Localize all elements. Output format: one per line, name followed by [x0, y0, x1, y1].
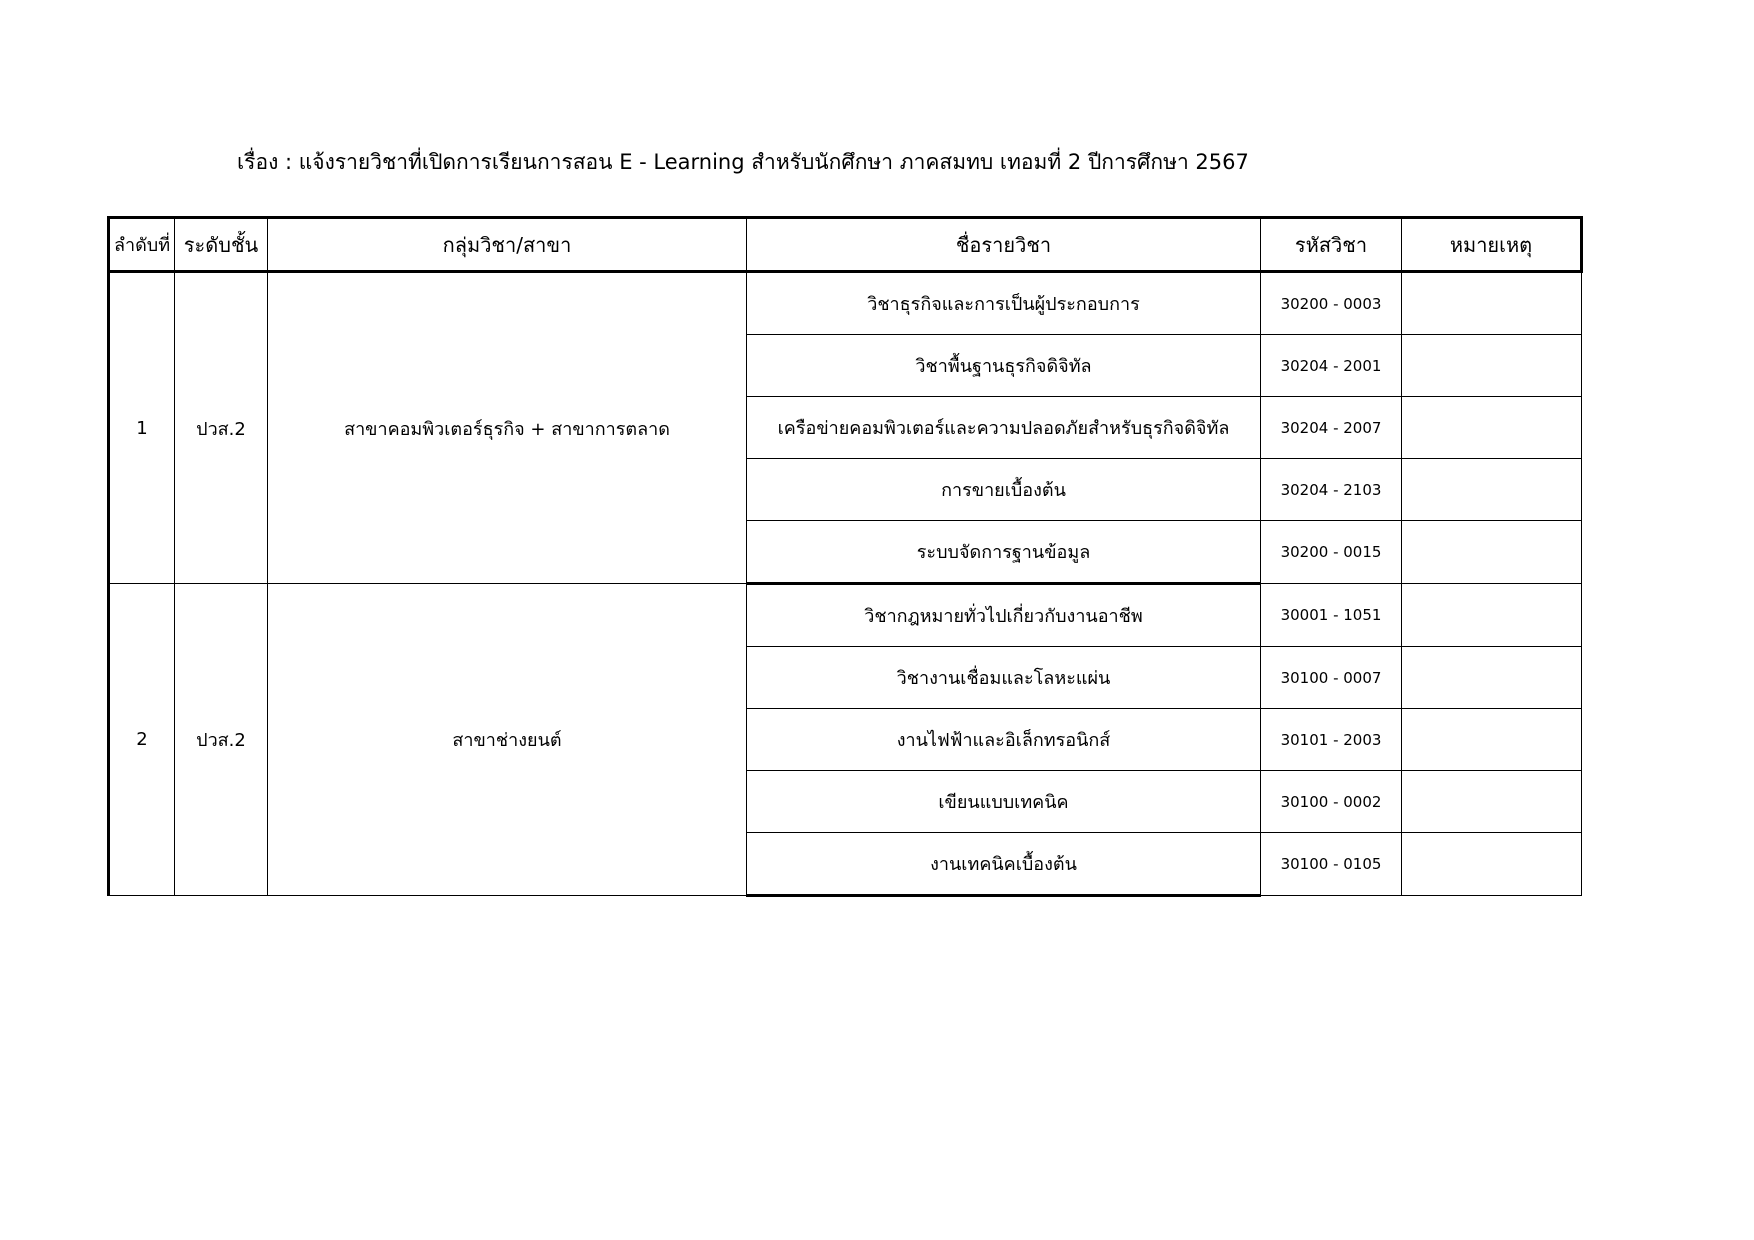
header-order: ลำดับที่: [109, 218, 175, 272]
subject-name-cell: การขายเบื้องต้น: [747, 459, 1261, 521]
header-code: รหัสวิชา: [1261, 218, 1402, 272]
subject-name-cell: งานเทคนิคเบื้องต้น: [747, 833, 1261, 896]
subject-code-cell: 30100 - 0105: [1261, 833, 1402, 896]
table-header-row: [109, 218, 1582, 272]
subject-name-cell: วิชาพื้นฐานธุรกิจดิจิทัล: [747, 335, 1261, 397]
group-name-cell: สาขาช่างยนต์: [268, 584, 747, 896]
subject-name-cell: งานไฟฟ้าและอิเล็กทรอนิกส์: [747, 709, 1261, 771]
group-order-cell: 2: [109, 584, 175, 896]
course-table: [107, 216, 1583, 897]
table-row: [109, 272, 1582, 335]
subject-code-cell: 30204 - 2007: [1261, 397, 1402, 459]
subject-note-cell: [1402, 335, 1582, 397]
document-title: เรื่อง : แจ้งรายวิชาที่เปิดการเรียนการสอน E - Learning สำหรับนักศึกษา ภาคสมทบ เทอมที่ 2 ปีการศึกษา 2567: [237, 150, 1249, 174]
subject-code-cell: 30200 - 0003: [1261, 272, 1402, 335]
subject-note-cell: [1402, 771, 1582, 833]
subject-note-cell: [1402, 521, 1582, 584]
subject-note-cell: [1402, 397, 1582, 459]
subject-note-cell: [1402, 584, 1582, 647]
subject-name-cell: วิชางานเชื่อมและโลหะแผ่น: [747, 647, 1261, 709]
subject-code-cell: 30204 - 2103: [1261, 459, 1402, 521]
group-name-cell: สาขาคอมพิวเตอร์ธุรกิจ + สาขาการตลาด: [268, 272, 747, 584]
subject-code-cell: 30101 - 2003: [1261, 709, 1402, 771]
subject-code-cell: 30100 - 0002: [1261, 771, 1402, 833]
subject-name-cell: วิชากฎหมายทั่วไปเกี่ยวกับงานอาชีพ: [747, 584, 1261, 647]
header-group: กลุ่มวิชา/สาขา: [268, 218, 747, 272]
subject-code-cell: 30001 - 1051: [1261, 584, 1402, 647]
subject-note-cell: [1402, 459, 1582, 521]
subject-note-cell: [1402, 272, 1582, 335]
group-level-cell: ปวส.2: [175, 272, 268, 584]
subject-code-cell: 30100 - 0007: [1261, 647, 1402, 709]
header-level: ระดับชั้น: [175, 218, 268, 272]
subject-note-cell: [1402, 833, 1582, 896]
subject-code-cell: 30200 - 0015: [1261, 521, 1402, 584]
subject-name-cell: เครือข่ายคอมพิวเตอร์และความปลอดภัยสำหรับธุรกิจดิจิทัล: [747, 397, 1261, 459]
subject-code-cell: 30204 - 2001: [1261, 335, 1402, 397]
subject-note-cell: [1402, 647, 1582, 709]
subject-name-cell: เขียนแบบเทคนิค: [747, 771, 1261, 833]
group-order-cell: 1: [109, 272, 175, 584]
subject-name-cell: ระบบจัดการฐานข้อมูล: [747, 521, 1261, 584]
header-note: หมายเหตุ: [1402, 218, 1582, 272]
subject-note-cell: [1402, 709, 1582, 771]
group-level-cell: ปวส.2: [175, 584, 268, 896]
header-subject: ชื่อรายวิชา: [747, 218, 1261, 272]
subject-name-cell: วิชาธุรกิจและการเป็นผู้ประกอบการ: [747, 272, 1261, 335]
table-row: [109, 584, 1582, 647]
